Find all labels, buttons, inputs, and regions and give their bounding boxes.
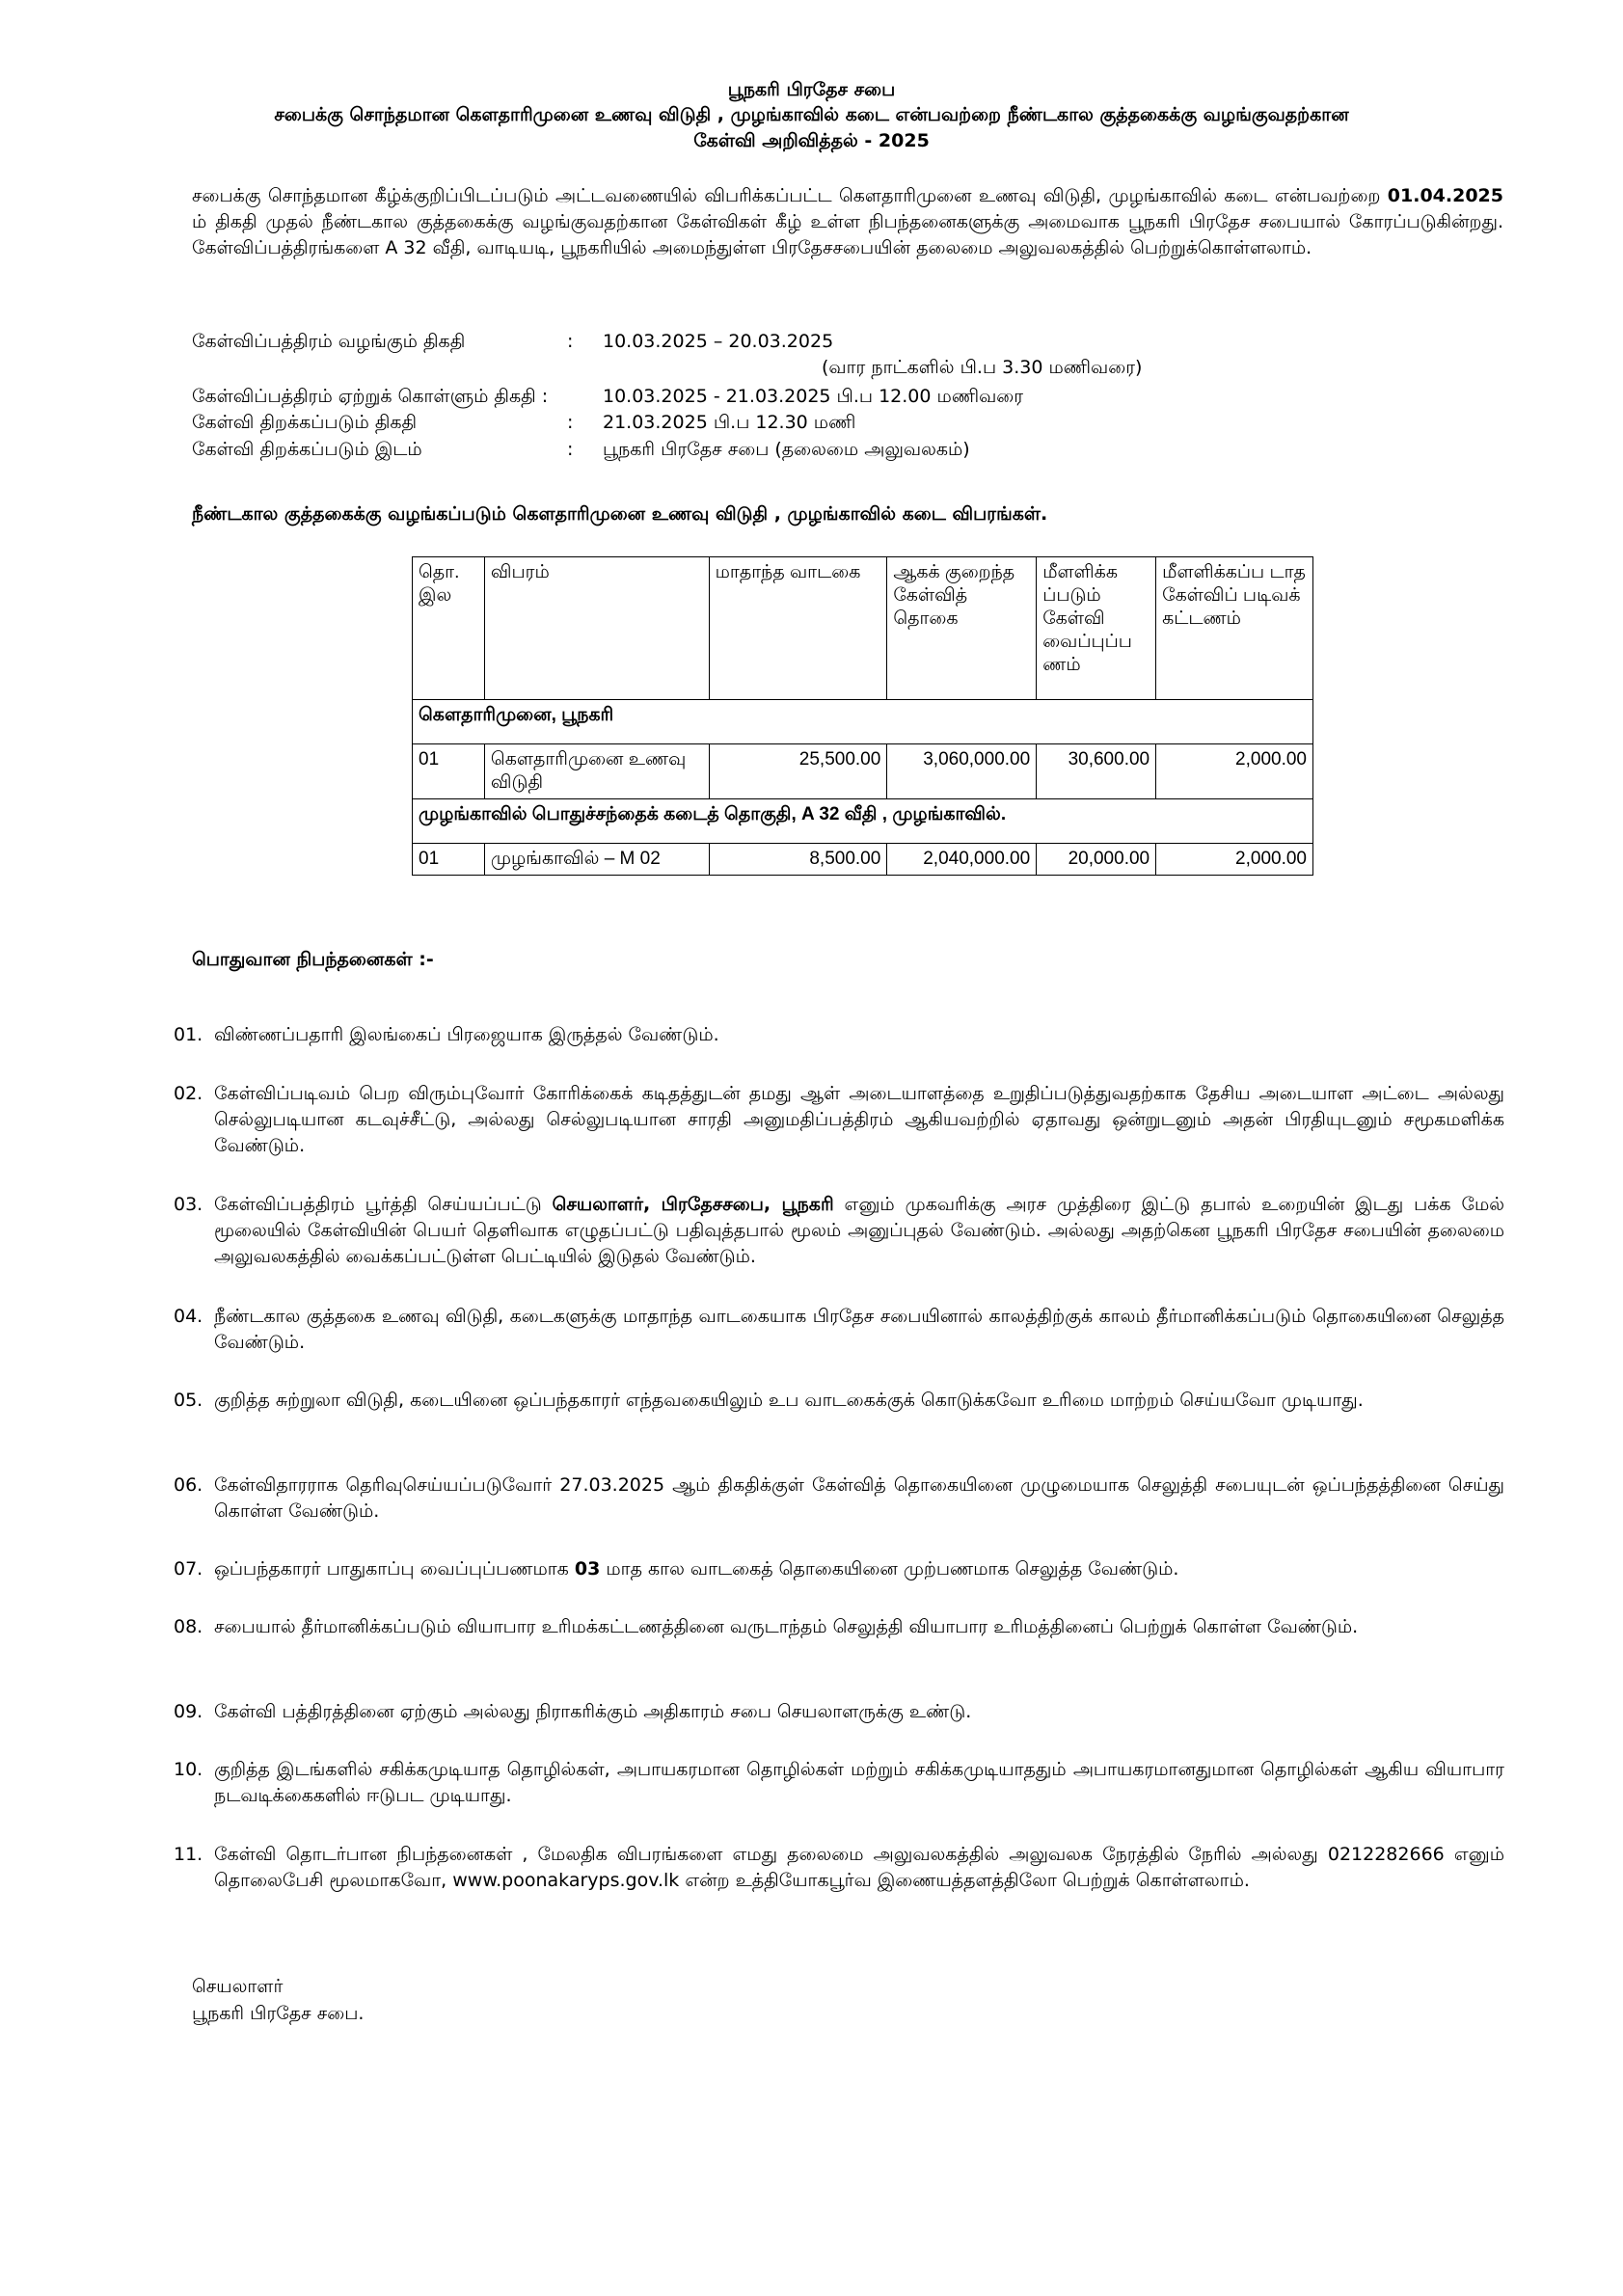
cell-minimum-bid: 3,060,000.00 [887,744,1037,799]
open-place-colon: : [567,439,574,460]
accept-date-label: கேள்விப்பத்திரம் ஏற்றுக் கொள்ளும் திகதி : [192,386,549,407]
cell-serial: 01 [413,844,485,876]
condition-text [214,1192,1504,1270]
header-org: பூநகரி பிரதேச சபை [727,79,896,100]
table-section-row [413,700,1313,744]
condition-text-a: கேள்விப்பத்திரம் பூர்த்தி செய்யப்பட்டு [214,1194,542,1215]
condition-number: 04. [174,1306,203,1327]
condition-text: கேள்வி தொடர்பான நிபந்தனைகள் , மேலதிக விபரங்களை எமது தலைமை அலுவலகத்தில் அலுவலக நேரத்தில் நேரில் அல்லது 0212282666 எனும் தொலைபேசி மூலமாகவோ, www.poonakaryps.gov.lk என்ற உத்தியோகபூர்வ இணையத்தளத்திலோ பெற்றுக் கொள்ளலாம். [214,1844,1504,1891]
open-place-label: கேள்வி திறக்கப்படும் இடம் [192,439,422,460]
cell-description: முழங்காவில் – M 02 [484,844,709,876]
condition-number: 01. [174,1024,203,1045]
issue-date-label: கேள்விப்பத்திரம் வழங்கும் திகதி [192,331,466,352]
col-header-monthly-rent: மாதாந்த வாடகை [709,557,887,700]
condition-text [214,1556,1504,1582]
col-header-description: விபரம் [484,557,709,700]
lease-table [412,556,1313,876]
col-header-serial: தொ. இல [413,557,485,700]
signature-title: செயலாளர் [192,1976,284,1997]
condition-text: கேள்விப்படிவம் பெற விரும்புவோர் கோரிக்கைக் கடிதத்துடன் தமது ஆள் அடையாளத்தை உறுதிப்படுத்துவதற்காக தேசிய அடையாள அட்டை அல்லது செல்லுபடியான கடவுச்சீட்டு, அல்லது செல்லுபடியான சாரதி அனுமதிப்பத்திரம் ஆகியவற்றில் ஏதாவது ஒன்றுடனும் அதன் பிரதியுடனும் சமூகமளிக்க வேண்டும். [214,1083,1504,1156]
intro-start-date: 01.04.2025 [1387,185,1503,206]
header-subject: சபைக்கு சொந்தமான கௌதாரிமுனை உணவு விடுதி , முழங்காவில் கடை என்பவற்றை நீண்டகால குத்தகைக்கு வழங்குவதற்கான [274,104,1349,125]
condition-number: 09. [174,1701,203,1722]
cell-refundable-deposit: 20,000.00 [1037,844,1156,876]
cell-nonrefundable-fee: 2,000.00 [1156,744,1313,799]
issue-date-note: (வார நாட்களில் பி.ப 3.30 மணிவரை) [822,357,1143,378]
table-section-row [413,799,1313,844]
cell-minimum-bid: 2,040,000.00 [887,844,1037,876]
condition-text: குறித்த இடங்களில் சகிக்கமுடியாத தொழில்கள், அபாயகரமான தொழில்கள் மற்றும் சகிக்கமுடியாததும் அபாயகரமானதுமான தொழில்கள் ஆகிய வியாபார நடவடிக்கைகளில் ஈடுபட முடியாது. [214,1759,1504,1806]
cell-monthly-rent: 8,500.00 [709,844,887,876]
condition-text: சபையால் தீர்மானிக்கப்படும் வியாபார உரிமக்கட்டணத்தினை வருடாந்தம் செலுத்தி வியாபார உரிமத்தினைப் பெற்றுக் கொள்ள வேண்டும். [214,1616,1359,1637]
open-date-colon: : [567,412,574,433]
table-row [413,744,1313,799]
condition-text: நீண்டகால குத்தகை உணவு விடுதி, கடைகளுக்கு மாதாந்த வாடகையாக பிரதேச சபையினால் காலத்திற்குக் காலம் தீர்மானிக்கப்படும் தொகையினை செலுத்த வேண்டும். [214,1306,1504,1353]
accept-date-value: 10.03.2025 - 21.03.2025 பி.ப 12.00 மணிவரை [603,386,1024,407]
conditions-title: பொதுவான நிபந்தனைகள் :- [192,949,434,970]
table-header-row [413,557,1313,700]
condition-text: குறித்த சுற்றுலா விடுதி, கடையினை ஒப்பந்தகாரர் எந்தவகையிலும் உப வாடகைக்குக் கொடுக்கவோ உரிமை மாற்றம் செய்யவோ முடியாது. [214,1390,1364,1411]
condition-text-b: எனும் முகவரிக்கு அரச முத்திரை இட்டு தபால் உறையின் இடது பக்க மேல் மூலையில் கேள்வியின் பெயர் தெளிவாக எழுதப்பட்டு பதிவுத்தபால் மூலம் அனுப்புதல் வேண்டும். அல்லது அதற்கென பூநகரி பிரதேச சபையின் தலைமை அலுவலகத்தில் வைக்கப்பட்டுள்ள பெட்டியில் இடுதல் வேண்டும். [214,1194,1505,1267]
intro-part1: சபைக்கு சொந்தமான கீழ்க்குறிப்பிடப்படும் அட்டவணையில் விபரிக்கப்பட்ட கௌதாரிமுனை உணவு விடுதி, முழங்காவில் கடை என்பவற்றை [192,185,1381,206]
table-title: நீண்டகால குத்தகைக்கு வழங்கப்படும் கௌதாரிமுனை உணவு விடுதி , முழங்காவில் கடை விபரங்கள். [192,503,1048,525]
condition-text: கேள்விதாரராக தெரிவுசெய்யப்படுவோர் 27.03.2025 ஆம் திகதிக்குள் கேள்வித் தொகையினை முழுமையாக செலுத்தி சபையுடன் ஒப்பந்தத்தினை செய்து கொள்ள வேண்டும். [214,1474,1504,1522]
cell-serial: 01 [413,744,485,799]
intro-part2: ம் திகதி முதல் நீண்டகால குத்தகைக்கு வழங்குவதற்கான கேள்விகள் கீழ் உள்ள நிபந்தனைகளுக்கு அமைவாக பூநகரி பிரதேச சபையால் கோரப்படுகின்றது. கேள்விப்பத்திரங்களை A 32 வீதி, வாடியடி, பூநகரியில் அமைந்துள்ள பிரதேசசபையின் தலைமை அலுவலகத்தில் பெற்றுக்கொள்ளலாம். [192,211,1503,258]
section-kauthari: கௌதாரிமுனை, பூநகரி [413,700,1313,744]
signature-org: பூநகரி பிரதேச சபை. [192,2003,365,2024]
header-notice-title: கேள்வி அறிவித்தல் - 2025 [693,130,930,151]
condition-text: விண்ணப்பதாரி இலங்கைப் பிரஜையாக இருத்தல் வேண்டும். [214,1024,719,1045]
condition-number: 02. [174,1083,203,1104]
section-mulankavil: முழங்காவில் பொதுச்சந்தைக் கடைத் தொகுதி, A 32 வீதி , முழங்காவில். [413,799,1313,844]
open-date-value: 21.03.2025 பி.ப 12.30 மணி [603,412,856,433]
condition-number: 07. [174,1558,203,1580]
col-header-refundable-deposit: மீளளிக்க ப்படும் கேள்வி வைப்புப்ப ணம் [1037,557,1156,700]
intro-paragraph [192,183,1503,261]
condition-months-bold: 03 [574,1558,601,1580]
condition-number: 08. [174,1616,203,1637]
issue-date-colon: : [567,331,574,352]
condition-number: 03. [174,1194,203,1215]
condition-text-b: மாத கால வாடகைத் தொகையினை முற்பணமாக செலுத்த வேண்டும். [606,1558,1179,1580]
condition-text: கேள்வி பத்திரத்தினை ஏற்கும் அல்லது நிராகரிக்கும் அதிகாரம் சபை செயலாளருக்கு உண்டு. [214,1701,972,1722]
col-header-nonrefundable-fee: மீளளிக்கப்ப டாத கேள்விப் படிவக் கட்டணம் [1156,557,1313,700]
issue-date-value: 10.03.2025 – 20.03.2025 [603,331,834,352]
open-date-label: கேள்வி திறக்கப்படும் திகதி [192,412,418,433]
table-row [413,844,1313,876]
open-place-value: பூநகரி பிரதேச சபை (தலைமை அலுவலகம்) [603,439,970,460]
cell-nonrefundable-fee: 2,000.00 [1156,844,1313,876]
condition-number: 06. [174,1474,203,1496]
cell-monthly-rent: 25,500.00 [709,744,887,799]
condition-number: 11. [174,1844,203,1865]
col-header-minimum-bid: ஆகக் குறைந்த கேள்வித் தொகை [887,557,1037,700]
condition-number: 10. [174,1759,203,1780]
condition-address-bold: செயலாளர், பிரதேசசபை, பூநகரி [552,1194,834,1215]
cell-refundable-deposit: 30,600.00 [1037,744,1156,799]
condition-number: 05. [174,1390,203,1411]
cell-description: கௌதாரிமுனை உணவு விடுதி [484,744,709,799]
condition-text-a: ஒப்பந்தகாரர் பாதுகாப்பு வைப்புப்பணமாக [214,1558,569,1580]
